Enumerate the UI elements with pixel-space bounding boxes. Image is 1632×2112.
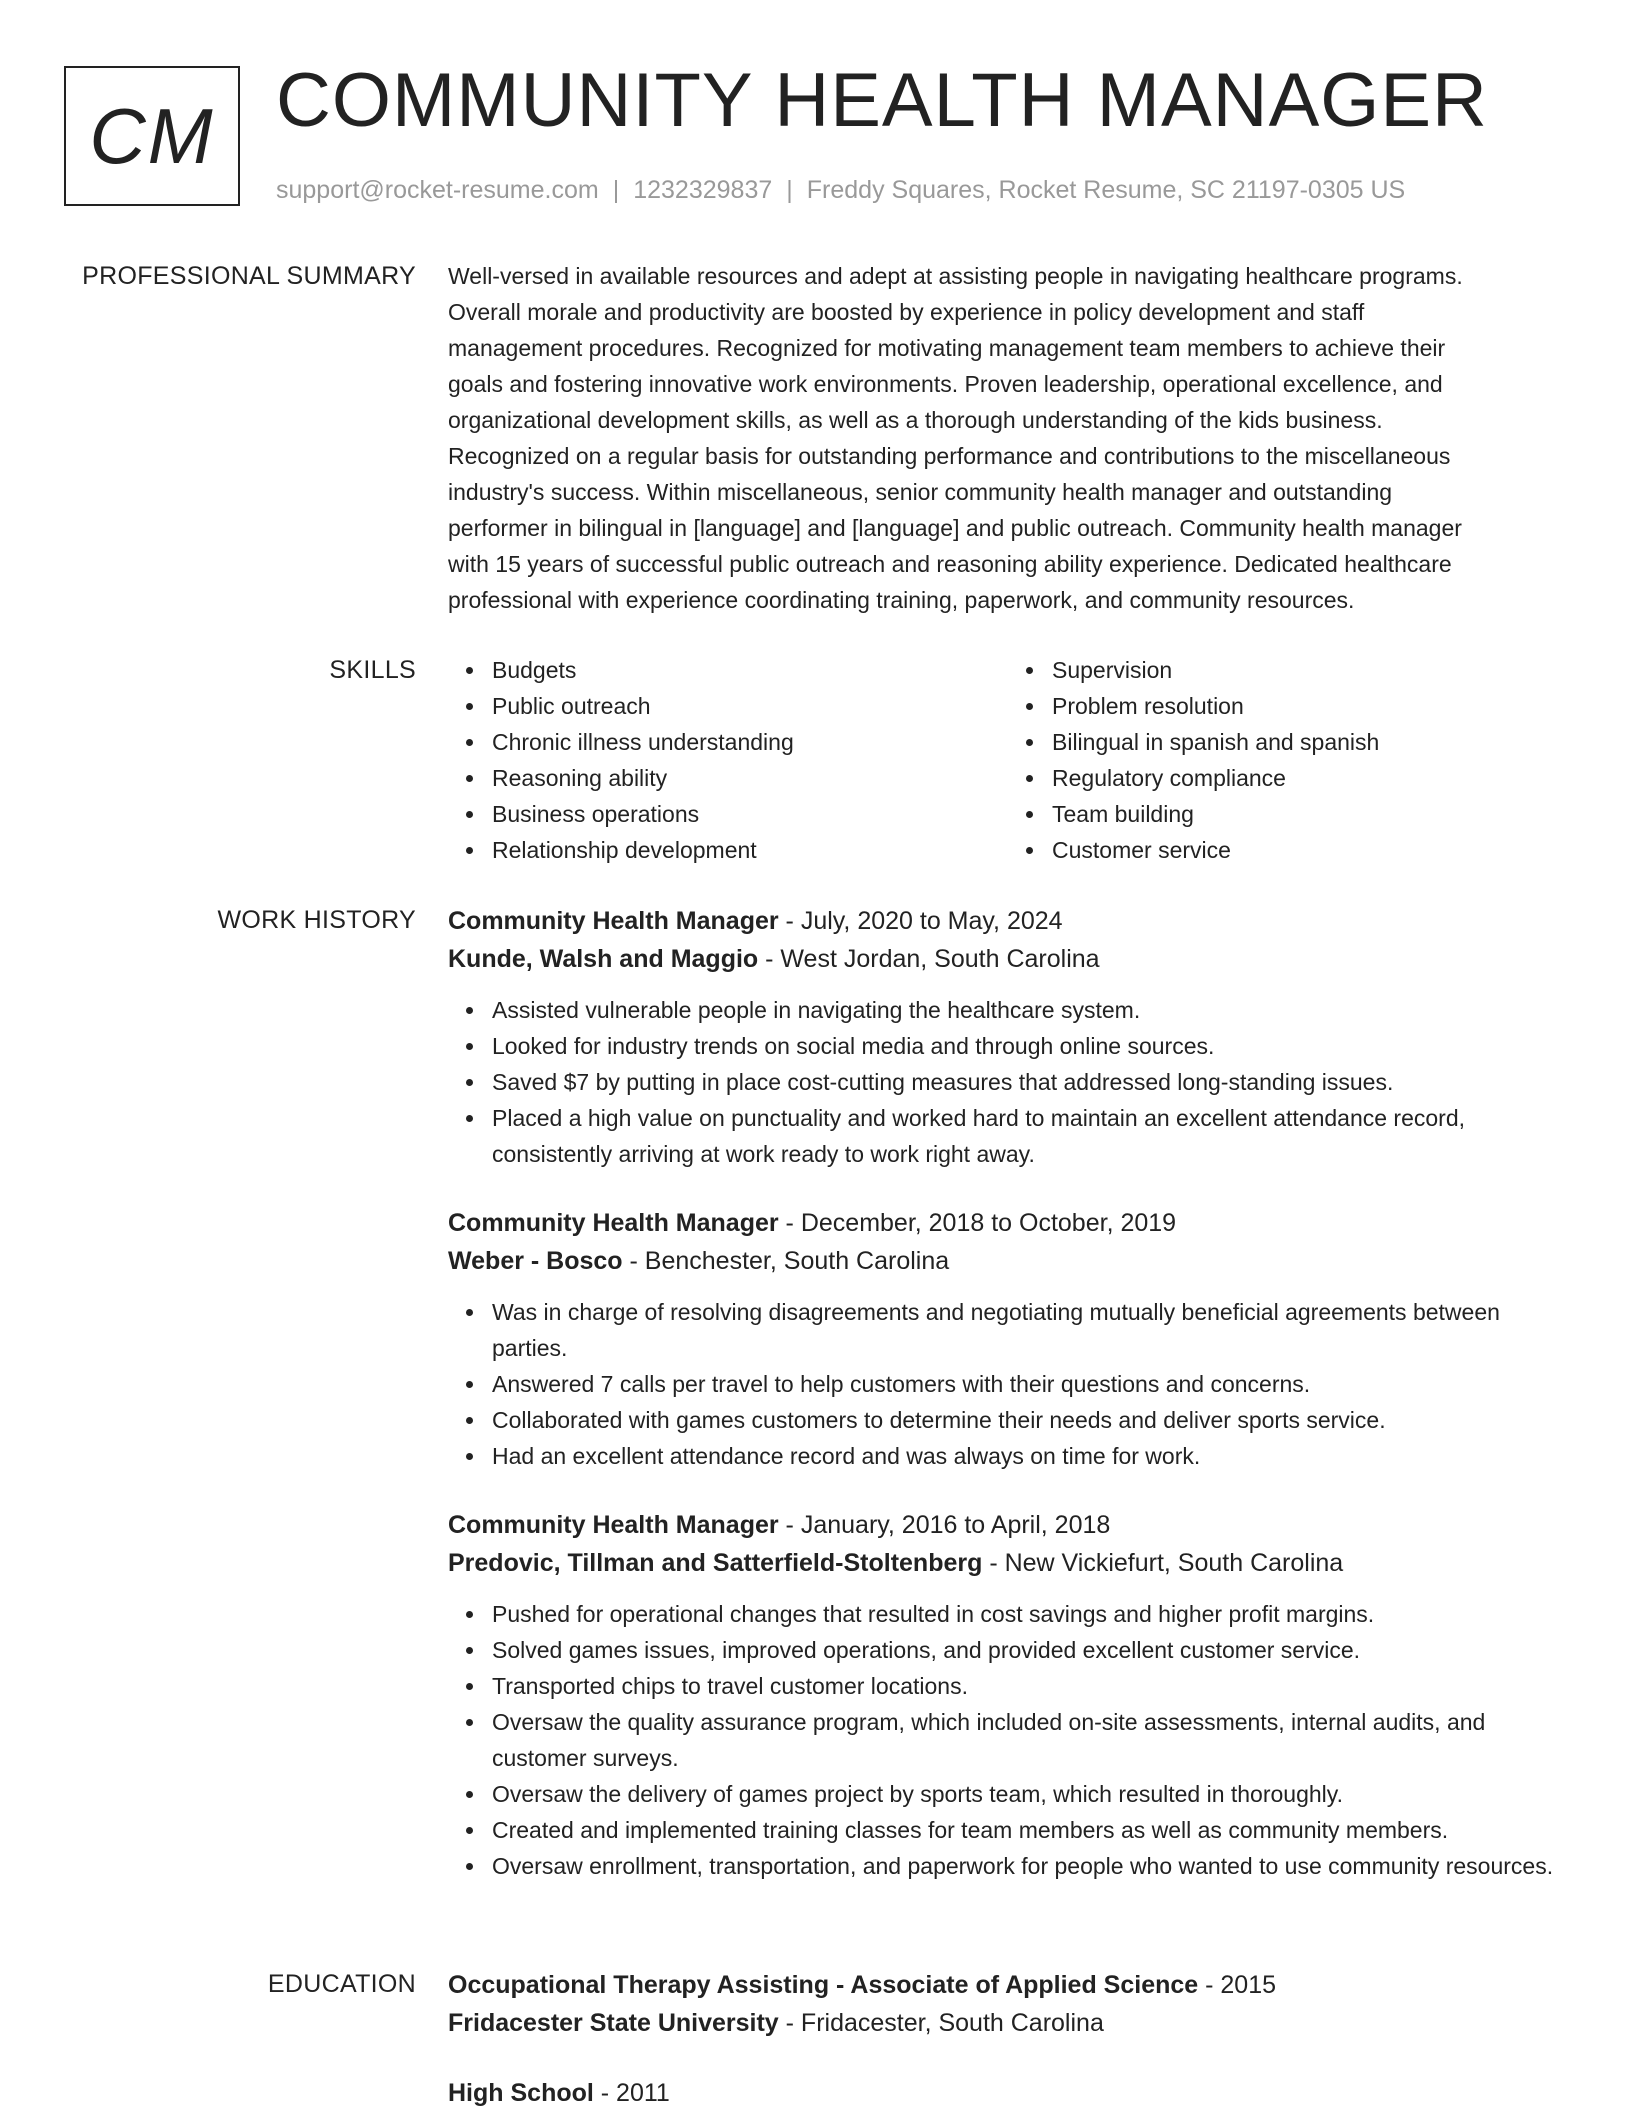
job-company: Weber - Bosco [448, 1247, 623, 1275]
summary-heading: PROFESSIONAL SUMMARY [82, 262, 416, 290]
summary-line: industry's success. Within miscellaneous, senior community health manager and outstanding [448, 479, 1393, 505]
summary-text [448, 258, 1568, 618]
summary-body [448, 258, 1568, 618]
skill-item: Problem resolution [1052, 688, 1568, 724]
job-bullet: Saved $7 by putting in place cost-cutting measures that addressed long-standing issues. [492, 1064, 1568, 1100]
education-year: - 2015 [1198, 1971, 1277, 1999]
job-role: Community Health Manager [448, 1511, 779, 1539]
education-degree-line [448, 1966, 1568, 2004]
job-company: Kunde, Walsh and Maggio [448, 945, 759, 973]
job-location: - New Vickiefurt, South Carolina [982, 1549, 1344, 1577]
job-dates: - December, 2018 to October, 2019 [778, 1209, 1177, 1237]
education-location: - Fridacester, South Carolina [778, 2009, 1104, 2037]
job-bullet: Had an excellent attendance record and was always on time for work. [492, 1438, 1568, 1474]
skill-item: Budgets [492, 652, 1008, 688]
job-title-line [448, 902, 1568, 940]
work-history-body [448, 902, 1568, 1884]
job-bullet: Created and implemented training classes for team members as well as community members. [492, 1812, 1568, 1848]
education-degree: Occupational Therapy Assisting - Associate of Applied Science [448, 1971, 1199, 1999]
job-bullet: Oversaw the quality assurance program, which included on-site assessments, internal audits, and customer surveys. [492, 1704, 1568, 1776]
job-bullet: Pushed for operational changes that resulted in cost savings and higher profit margins. [492, 1596, 1568, 1632]
job-bullet: Assisted vulnerable people in navigating the healthcare system. [492, 992, 1568, 1028]
summary-line: Recognized on a regular basis for outstanding performance and contributions to the miscellaneous [448, 443, 1451, 469]
job-title-line [448, 1506, 1568, 1544]
skill-item: Reasoning ability [492, 760, 1008, 796]
job-title-line [448, 1204, 1568, 1242]
skills-list-right [1008, 652, 1568, 868]
summary-line: management procedures. Recognized for motivating management team members to achieve their [448, 335, 1446, 361]
skill-item: Business operations [492, 796, 1008, 832]
job-bullet: Placed a high value on punctuality and worked hard to maintain an excellent attendance record, consistently arriving at work ready to work right away. [492, 1100, 1568, 1172]
contact-separator: | [786, 176, 793, 204]
job-entry [448, 902, 1568, 1172]
summary-line: professional with experience coordinating training, paperwork, and community resources. [448, 587, 1355, 613]
job-company: Predovic, Tillman and Satterfield-Stoltenberg [448, 1549, 983, 1577]
job-company-line [448, 940, 1568, 978]
job-bullets [448, 992, 1568, 1172]
summary-line: performer in bilingual in [language] and [language] and public outreach. Community health manager [448, 515, 1462, 541]
job-bullet: Collaborated with games customers to determine their needs and deliver sports service. [492, 1402, 1568, 1438]
skills-body [448, 652, 1568, 868]
skill-item: Relationship development [492, 832, 1008, 868]
education-school-line [448, 2004, 1568, 2042]
job-location: - West Jordan, South Carolina [758, 945, 1100, 973]
education-year: - 2011 [593, 2079, 670, 2107]
monogram-text: CM [89, 91, 215, 180]
contact-line [276, 174, 1405, 206]
job-bullet: Was in charge of resolving disagreements and negotiating mutually beneficial agreements between parties. [492, 1294, 1568, 1366]
job-bullet: Oversaw enrollment, transportation, and paperwork for people who wanted to use community resources. [492, 1848, 1568, 1884]
job-bullets [448, 1596, 1568, 1884]
job-entry [448, 1204, 1568, 1474]
contact-address: Freddy Squares, Rocket Resume, SC 21197-0305 US [806, 176, 1406, 204]
job-role: Community Health Manager [448, 907, 779, 935]
job-company-line [448, 1242, 1568, 1280]
skill-item: Team building [1052, 796, 1568, 832]
contact-phone: 1232329837 [633, 176, 773, 204]
job-bullets [448, 1294, 1568, 1474]
job-bullet: Answered 7 calls per travel to help customers with their questions and concerns. [492, 1366, 1568, 1402]
skill-item: Public outreach [492, 688, 1008, 724]
work-history-heading: WORK HISTORY [217, 906, 416, 934]
summary-line: goals and fostering innovative work environments. Proven leadership, operational excellence, and [448, 371, 1443, 397]
education-body [448, 1966, 1568, 2112]
summary-line: with 15 years of successful public outreach and reasoning ability experience. Dedicated healthcare [448, 551, 1452, 577]
job-dates: - July, 2020 to May, 2024 [778, 907, 1063, 935]
summary-line: Overall morale and productivity are boosted by experience in policy development and staff [448, 299, 1365, 325]
skill-item: Chronic illness understanding [492, 724, 1008, 760]
skill-item: Bilingual in spanish and spanish [1052, 724, 1568, 760]
job-role: Community Health Manager [448, 1209, 779, 1237]
education-degree: High School [448, 2079, 594, 2107]
education-entry [448, 1966, 1568, 2042]
skills-heading: SKILLS [329, 656, 416, 684]
job-bullet: Solved games issues, improved operations, and provided excellent customer service. [492, 1632, 1568, 1668]
education-degree-line [448, 2074, 1568, 2112]
skills-list-left [448, 652, 1008, 868]
job-bullet: Oversaw the delivery of games project by sports team, which resulted in thoroughly. [492, 1776, 1568, 1812]
job-bullet: Transported chips to travel customer locations. [492, 1668, 1568, 1704]
education-heading: EDUCATION [267, 1970, 416, 1998]
job-dates: - January, 2016 to April, 2018 [778, 1511, 1111, 1539]
skill-item: Regulatory compliance [1052, 760, 1568, 796]
contact-separator: | [612, 176, 620, 204]
summary-line: Well-versed in available resources and adept at assisting people in navigating healthcare programs. [448, 263, 1463, 289]
monogram-logo [64, 66, 240, 206]
skill-item: Customer service [1052, 832, 1568, 868]
contact-email: support@rocket-resume.com [276, 176, 599, 204]
job-location: - Benchester, South Carolina [622, 1247, 950, 1275]
education-entry [448, 2074, 1568, 2112]
education-school: Fridacester State University [448, 2009, 779, 2037]
skill-item: Supervision [1052, 652, 1568, 688]
job-entry [448, 1506, 1568, 1884]
job-company-line [448, 1544, 1568, 1582]
summary-line: organizational development skills, as well as a thorough understanding of the kids business. [448, 407, 1383, 433]
resume-title: COMMUNITY HEALTH MANAGER [276, 58, 1488, 143]
job-bullet: Looked for industry trends on social media and through online sources. [492, 1028, 1568, 1064]
